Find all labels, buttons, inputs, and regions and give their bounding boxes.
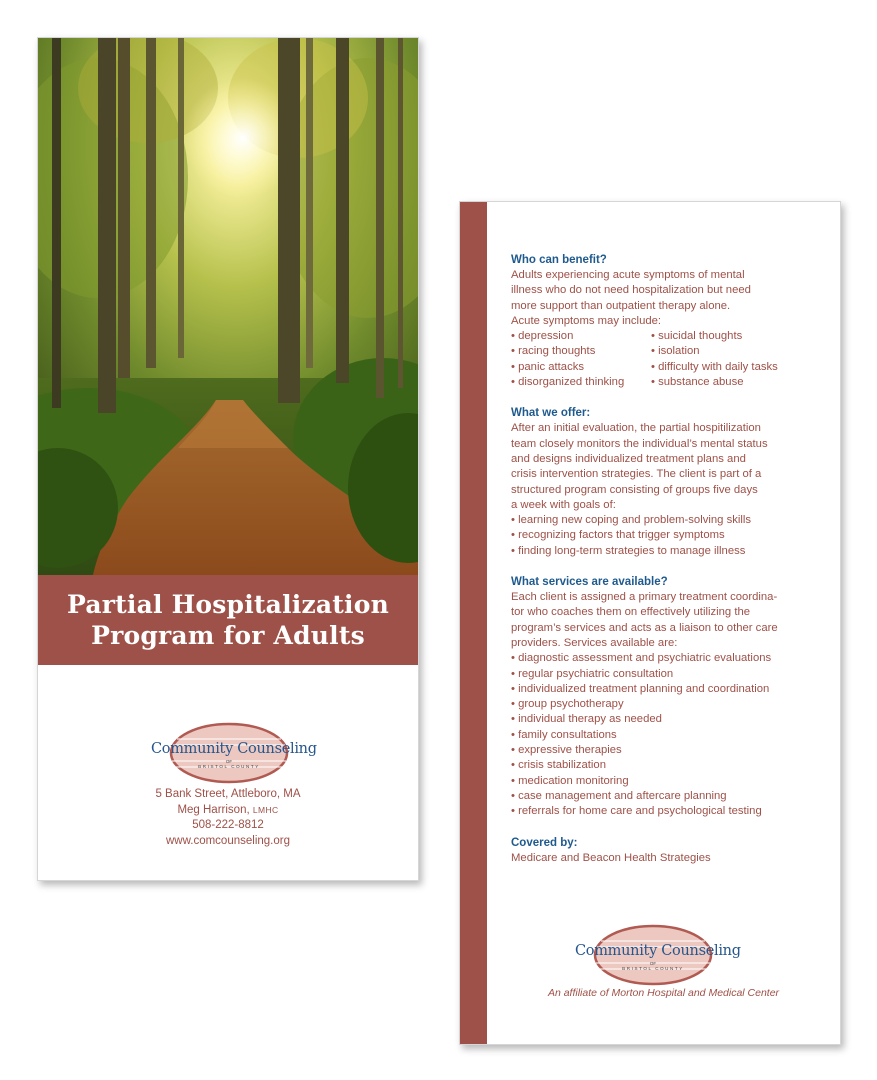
benefit-line: Adults experiencing acute symptoms of mental xyxy=(511,269,745,281)
services-line: program’s services and acts as a liaison to other care xyxy=(511,621,778,634)
program-title-line-1: Partial Hospitalization xyxy=(67,590,389,619)
service-item: • diagnostic assessment and psychiatric evaluations xyxy=(511,652,772,665)
offer-line: structured program consisting of groups five days xyxy=(511,483,758,496)
service-item: • referrals for home care and psychological testing xyxy=(511,805,762,818)
community-counseling-logo xyxy=(575,920,741,990)
forest-path-photo xyxy=(38,38,418,575)
benefit-line: Acute symptoms may include: xyxy=(511,314,662,327)
covered-by-heading: Covered by: xyxy=(511,836,578,849)
symptom-item: • substance abuse xyxy=(651,376,744,389)
services-heading: What services are available? xyxy=(511,576,668,589)
affiliate-note: An affiliate of Morton Hospital and Medical Center xyxy=(547,987,780,999)
service-item: • individual therapy as needed xyxy=(511,713,662,726)
service-item: • regular psychiatric consultation xyxy=(511,667,674,680)
service-item: • group psychotherapy xyxy=(511,698,624,711)
program-title-line-2: Program for Adults xyxy=(91,621,365,650)
program-title-banner xyxy=(38,575,418,665)
logo-county: BRISTOL COUNTY xyxy=(198,764,260,769)
service-item: • medication monitoring xyxy=(511,774,629,787)
service-item: • family consultations xyxy=(511,728,617,741)
contact-person-line xyxy=(38,803,418,819)
symptom-item: • disorganized thinking xyxy=(511,376,625,389)
logo-county: BRISTOL COUNTY xyxy=(622,966,684,971)
contact-credential: LMHC xyxy=(252,804,279,815)
symptom-item: • depression xyxy=(511,330,574,343)
phone-number: 508-222-8812 xyxy=(192,819,264,831)
who-can-benefit-heading: Who can benefit? xyxy=(511,254,607,266)
logo-of: OF xyxy=(225,759,233,764)
symptom-item: • panic attacks xyxy=(511,360,585,373)
symptom-item: • racing thoughts xyxy=(511,345,596,358)
offer-line: crisis intervention strategies. The client is part of a xyxy=(511,468,762,481)
service-item: • crisis stabilization xyxy=(511,759,606,772)
service-item: • expressive therapies xyxy=(511,744,622,757)
community-counseling-logo xyxy=(151,718,317,788)
symptoms-column-right xyxy=(651,329,829,390)
symptom-item: • difficulty with daily tasks xyxy=(651,360,778,373)
brochure-front-panel xyxy=(37,37,419,881)
what-we-offer-heading: What we offer: xyxy=(511,407,591,420)
address: 5 Bank Street, Attleboro, MA xyxy=(155,788,301,800)
service-item: • individualized treatment planning and coordination xyxy=(511,682,770,695)
contact-person: Meg Harrison, xyxy=(177,803,250,816)
benefit-line: illness who do not need hospitalization but need xyxy=(511,284,751,297)
goal-item: • learning new coping and problem-solving skills xyxy=(511,514,752,527)
brochure-back-panel xyxy=(459,201,841,1045)
logo-name: Community Counseling xyxy=(151,741,317,757)
offer-line: After an initial evaluation, the partial hospitilization xyxy=(511,422,761,435)
contact-block xyxy=(38,787,418,849)
symptom-item: • suicidal thoughts xyxy=(651,330,743,343)
benefit-line: more support than outpatient therapy alone. xyxy=(511,299,731,312)
website: www.comcounseling.org xyxy=(165,834,290,847)
services-line: providers. Services available are: xyxy=(511,636,678,649)
symptoms-list xyxy=(511,329,829,390)
logo-of: OF xyxy=(649,961,657,966)
services-line: Each client is assigned a primary treatment coordina- xyxy=(511,591,778,604)
offer-line: and designs individualized treatment plans and xyxy=(511,452,746,465)
logo-name: Community Counseling xyxy=(575,943,741,959)
goal-item: • recognizing factors that trigger symptoms xyxy=(511,529,725,542)
back-content xyxy=(511,253,829,866)
offer-line: a week with goals of: xyxy=(511,498,616,511)
services-line: tor who coaches them on effectively utilizing the xyxy=(511,606,751,619)
symptom-item: • isolation xyxy=(651,345,700,358)
goal-item: • finding long-term strategies to manage illness xyxy=(511,544,746,557)
covered-by-text: Medicare and Beacon Health Strategies xyxy=(511,851,711,864)
offer-line: team closely monitors the individual’s mental status xyxy=(511,437,768,450)
service-item: • case management and aftercare planning xyxy=(511,789,727,802)
side-stripe xyxy=(460,202,487,1044)
symptoms-column-left xyxy=(511,329,651,390)
